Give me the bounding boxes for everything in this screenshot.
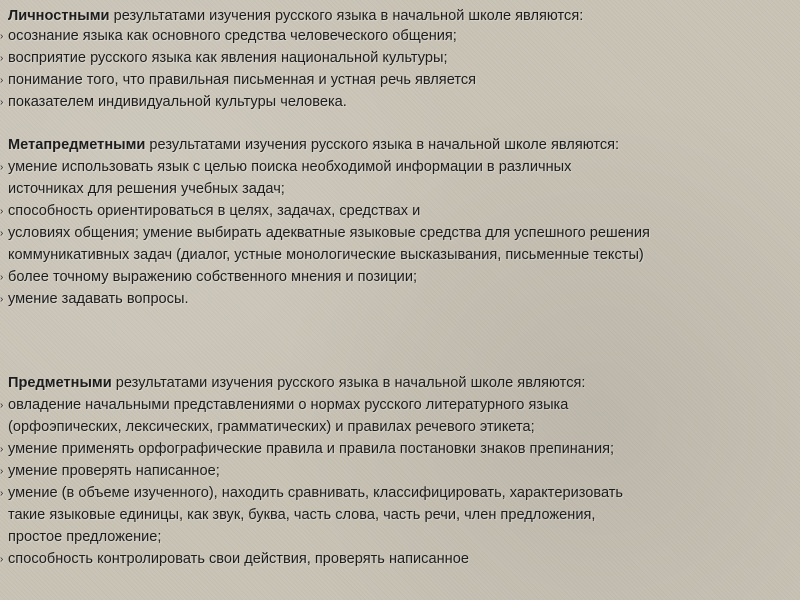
bullet-item-text: умение задавать вопросы.	[8, 291, 189, 307]
section-heading-text: результатами изучения русского языка в начальной школе являются:	[145, 137, 620, 153]
bullet-item	[0, 483, 623, 503]
bullet-item	[0, 223, 650, 243]
section-lead-term: Метапредметными	[8, 137, 146, 153]
continuation-line	[8, 527, 161, 547]
bullet-item	[0, 201, 420, 221]
bullet-arrow-icon: ›	[0, 272, 4, 283]
bullet-arrow-icon: ›	[0, 31, 4, 42]
section-heading	[8, 373, 585, 393]
continuation-line	[8, 417, 535, 437]
bullet-item	[0, 461, 220, 481]
bullet-item	[0, 439, 614, 459]
section-lead-term: Личностными	[8, 8, 110, 24]
continuation-text: коммуникативных задач (диалог, устные монологические высказывания, письменные тексты)	[8, 247, 644, 263]
bullet-item	[0, 289, 189, 309]
bullet-item-text: умение использовать язык с целью поиска необходимой информации в различных	[8, 159, 572, 175]
bullet-arrow-icon: ›	[0, 97, 4, 108]
bullet-item-text: умение (в объеме изученного), находить сравнивать, классифицировать, характеризовать	[8, 485, 624, 501]
bullet-item	[0, 157, 571, 177]
bullet-item-text: более точному выражению собственного мнения и позиции;	[8, 269, 418, 285]
bullet-item-text: показателем индивидуальной культуры человека.	[8, 94, 347, 110]
bullet-item-text: овладение начальными представлениями о нормах русского литературного языка	[8, 397, 569, 413]
bullet-arrow-icon: ›	[0, 75, 4, 86]
section-heading	[8, 135, 619, 155]
bullet-arrow-icon: ›	[0, 554, 4, 565]
bullet-item	[0, 92, 347, 112]
continuation-text: такие языковые единицы, как звук, буква, часть слова, часть речи, член предложения,	[8, 507, 596, 523]
bullet-arrow-icon: ›	[0, 444, 4, 455]
continuation-text: простое предложение;	[8, 529, 162, 545]
bullet-arrow-icon: ›	[0, 162, 4, 173]
bullet-item	[0, 267, 417, 287]
bullet-arrow-icon: ›	[0, 466, 4, 477]
bullet-item	[0, 26, 457, 46]
bullet-item	[0, 395, 568, 415]
bullet-item-text: способность ориентироваться в целях, задачах, средствах и	[8, 203, 421, 219]
section-heading-text: результатами изучения русского языка в начальной школе являются:	[109, 8, 584, 24]
continuation-text: источниках для решения учебных задач;	[8, 181, 285, 197]
section-heading	[8, 6, 583, 26]
bullet-item	[0, 549, 469, 569]
bullet-item	[0, 70, 476, 90]
bullet-arrow-icon: ›	[0, 53, 4, 64]
bullet-item-text: умение применять орфографические правила и правила постановки знаков препинания;	[8, 441, 615, 457]
bullet-item-text: осознание языка как основного средства человеческого общения;	[8, 28, 457, 44]
continuation-line	[8, 179, 285, 199]
bullet-item-text: способность контролировать свои действия, проверять написанное	[8, 551, 469, 567]
bullet-arrow-icon: ›	[0, 206, 4, 217]
bullet-item-text: понимание того, что правильная письменная и устная речь является	[8, 72, 477, 88]
bullet-arrow-icon: ›	[0, 400, 4, 411]
bullet-item	[0, 48, 448, 68]
continuation-line	[8, 505, 595, 525]
continuation-line	[8, 245, 644, 265]
bullet-item-text: умение проверять написанное;	[8, 463, 220, 479]
continuation-text: (орфоэпических, лексических, грамматических) и правилах речевого этикета;	[8, 419, 535, 435]
bullet-arrow-icon: ›	[0, 488, 4, 499]
bullet-arrow-icon: ›	[0, 294, 4, 305]
section-heading-text: результатами изучения русского языка в начальной школе являются:	[111, 375, 586, 391]
bullet-item-text: восприятие русского языка как явления национальной культуры;	[8, 50, 448, 66]
bullet-arrow-icon: ›	[0, 228, 4, 239]
bullet-item-text: условиях общения; умение выбирать адекватные языковые средства для успешного решения	[8, 225, 650, 241]
section-lead-term: Предметными	[8, 375, 112, 391]
